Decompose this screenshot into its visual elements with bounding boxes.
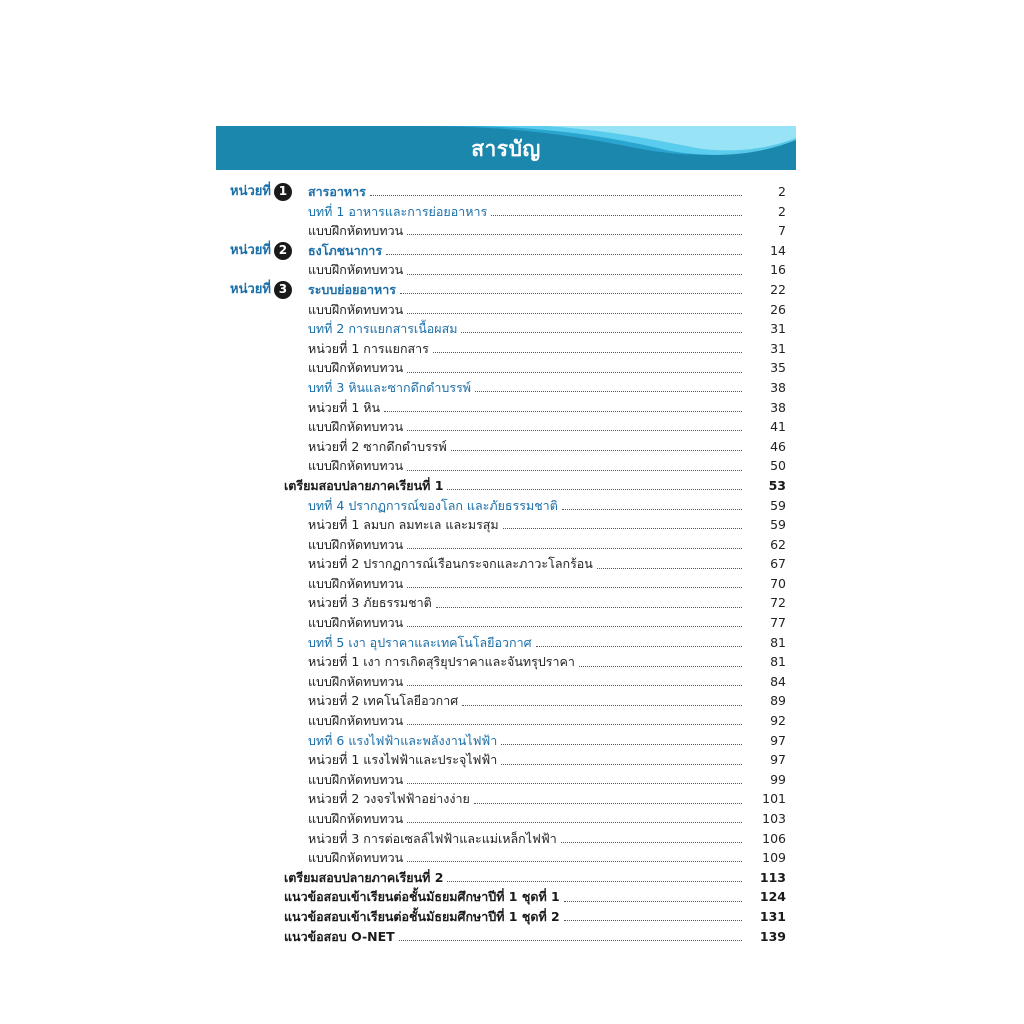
- toc-entry-page: 97: [770, 732, 786, 748]
- toc-entry-title: แบบฝึกหัดทบทวน: [308, 419, 404, 435]
- toc-row: [0, 378, 1024, 398]
- toc-row: [0, 613, 1024, 633]
- toc-entry[interactable]: [308, 221, 786, 241]
- toc-entry-title: ธงโภชนาการ: [308, 242, 383, 258]
- unit-number-badge: 2: [274, 242, 292, 260]
- toc-row: [0, 672, 1024, 692]
- toc-entry[interactable]: [308, 574, 786, 594]
- toc-entry-page: 22: [770, 281, 786, 297]
- toc-entry-title: หน่วยที่ 1 แรงไฟฟ้าและประจุไฟฟ้า: [308, 752, 498, 768]
- toc-row: [0, 221, 1024, 241]
- toc-row: [0, 770, 1024, 790]
- toc-row: [0, 691, 1024, 711]
- toc-entry-title: สารอาหาร: [308, 184, 366, 199]
- dot-leader: [461, 332, 742, 333]
- toc-entry-title: บทที่ 3 หินและซากดึกดำบรรพ์: [308, 379, 472, 395]
- toc-entry-page: 53: [768, 477, 786, 493]
- toc-entry[interactable]: [308, 633, 786, 653]
- toc-entry-title: แนวข้อสอบ O-NET: [284, 928, 395, 944]
- toc-entry-page: 139: [759, 928, 786, 944]
- toc-entry-page: 106: [762, 830, 786, 846]
- toc-row: [0, 554, 1024, 574]
- toc-entry[interactable]: [308, 496, 786, 516]
- toc-entry-page: 46: [770, 438, 786, 454]
- unit-tag: [230, 241, 292, 261]
- toc-entry-page: 81: [770, 654, 786, 670]
- unit-label: หน่วยที่: [230, 242, 271, 258]
- toc-entry[interactable]: [308, 437, 786, 457]
- toc-entry-page: 77: [770, 615, 786, 631]
- toc-entry[interactable]: [308, 515, 786, 535]
- toc-row: [0, 535, 1024, 555]
- dot-leader: [407, 313, 742, 314]
- toc-entry-page: 109: [762, 850, 786, 866]
- dot-leader: [407, 274, 742, 275]
- toc-row: [0, 927, 1024, 947]
- toc-entry-title: ระบบย่อยอาหาร: [308, 281, 396, 297]
- toc-entry-page: 92: [770, 713, 786, 729]
- toc-entry-page: 2: [778, 184, 786, 199]
- dot-leader: [564, 920, 742, 921]
- toc-entry-title: แบบฝึกหัดทบทวน: [308, 673, 404, 689]
- toc-row: [0, 300, 1024, 320]
- toc-entry[interactable]: [308, 535, 786, 555]
- toc-row: [0, 339, 1024, 359]
- toc-row: [0, 848, 1024, 868]
- toc-row: [0, 574, 1024, 594]
- toc-entry[interactable]: [284, 907, 786, 927]
- toc-row: [0, 731, 1024, 751]
- dot-leader: [451, 450, 742, 451]
- toc-row: [0, 358, 1024, 378]
- dot-leader: [562, 509, 742, 510]
- toc-entry[interactable]: [308, 770, 786, 790]
- dot-leader: [474, 803, 742, 804]
- toc-entry-page: 38: [770, 399, 786, 415]
- toc-row: [0, 496, 1024, 516]
- dot-leader: [370, 195, 742, 196]
- toc-entry-page: 124: [759, 889, 786, 905]
- dot-leader: [462, 705, 742, 706]
- toc-entry-title: บทที่ 2 การแยกสารเนื้อผสม: [308, 321, 458, 337]
- toc-entry[interactable]: [284, 927, 786, 947]
- toc-entry-page: 97: [770, 752, 786, 768]
- toc-entry-page: 67: [770, 556, 786, 572]
- toc-row: [0, 789, 1024, 809]
- toc-entry-title: หน่วยที่ 3 การต่อเซลล์ไฟฟ้าและแม่เหล็กไฟฟ้า: [308, 830, 557, 846]
- toc-row: [0, 280, 1024, 300]
- toc-entry-page: 70: [770, 575, 786, 591]
- toc-entry[interactable]: [308, 398, 786, 418]
- toc-entry[interactable]: [308, 554, 786, 574]
- toc-entry[interactable]: [308, 750, 786, 770]
- toc-entry-page: 72: [770, 595, 786, 611]
- unit-label: หน่วยที่: [230, 184, 271, 199]
- toc-entry[interactable]: [308, 378, 786, 398]
- toc-entry-page: 59: [770, 497, 786, 513]
- toc-entry-title: บทที่ 6 แรงไฟฟ้าและพลังงานไฟฟ้า: [308, 732, 498, 748]
- toc-entry-page: 89: [770, 693, 786, 709]
- toc-row: [0, 417, 1024, 437]
- toc-entry[interactable]: [308, 731, 786, 751]
- toc-entry-page: 84: [770, 673, 786, 689]
- toc-entry-title: แบบฝึกหัดทบทวน: [308, 615, 404, 631]
- toc-row: [0, 202, 1024, 222]
- toc-entry-title: บทที่ 1 อาหารและการย่อยอาหาร: [308, 203, 488, 219]
- dot-leader: [407, 861, 742, 862]
- toc-entry-page: 35: [770, 360, 786, 376]
- toc-entry-title: หน่วยที่ 1 หิน: [308, 399, 381, 415]
- unit-label: หน่วยที่: [230, 281, 271, 297]
- toc-entry-title: แบบฝึกหัดทบทวน: [308, 811, 404, 826]
- dot-leader: [436, 607, 742, 608]
- dot-leader: [491, 215, 742, 216]
- dot-leader: [400, 293, 742, 294]
- toc-entry-page: 2: [778, 203, 786, 219]
- toc-entry-title: หน่วยที่ 2 ซากดึกดำบรรพ์: [308, 438, 447, 454]
- unit-tag: [230, 280, 292, 300]
- dot-leader: [386, 254, 742, 255]
- dot-leader: [407, 372, 742, 373]
- dot-leader: [501, 764, 742, 765]
- toc-entry-page: 103: [762, 811, 786, 826]
- toc-row: [0, 907, 1024, 927]
- toc-entry-title: บทที่ 5 เงา อุปราคาและเทคโนโลยีอวกาศ: [308, 634, 532, 650]
- toc-row: [0, 809, 1024, 829]
- toc-entry[interactable]: [308, 260, 786, 280]
- toc-entry[interactable]: [308, 809, 786, 829]
- toc-entry[interactable]: [308, 417, 786, 437]
- dot-leader: [579, 666, 742, 667]
- toc-entry-page: 7: [778, 223, 786, 239]
- dot-leader: [447, 881, 742, 882]
- toc-row: [0, 868, 1024, 888]
- toc-entry-page: 50: [770, 458, 786, 474]
- toc-entry-page: 81: [770, 634, 786, 650]
- toc-row: [0, 319, 1024, 339]
- toc-row: [0, 398, 1024, 418]
- dot-leader: [407, 724, 742, 725]
- toc-entry[interactable]: [284, 476, 786, 496]
- toc-entry-page: 38: [770, 379, 786, 395]
- dot-leader: [399, 940, 742, 941]
- toc-entry-page: 31: [770, 340, 786, 356]
- toc-entry[interactable]: [308, 652, 786, 672]
- toc-entry-title: แบบฝึกหัดทบทวน: [308, 771, 404, 787]
- dot-leader: [407, 783, 742, 784]
- toc-entry-title: หน่วยที่ 1 การแยกสาร: [308, 340, 429, 356]
- page-title: สารบัญ: [471, 137, 541, 161]
- toc-entry[interactable]: [308, 711, 786, 731]
- toc-row: [0, 182, 1024, 202]
- toc-row: [0, 241, 1024, 261]
- toc-entry-title: หน่วยที่ 2 วงจรไฟฟ้าอย่างง่าย: [308, 791, 470, 807]
- toc-entry-title: แบบฝึกหัดทบทวน: [308, 262, 404, 278]
- unit-number-badge: 1: [274, 183, 292, 201]
- dot-leader: [597, 568, 742, 569]
- dot-leader: [407, 626, 742, 627]
- toc-entry-page: 59: [770, 517, 786, 533]
- toc-entry-title: แบบฝึกหัดทบทวน: [308, 850, 404, 866]
- toc-entry[interactable]: [308, 848, 786, 868]
- toc-entry-page: 99: [770, 771, 786, 787]
- dot-leader: [407, 685, 742, 686]
- dot-leader: [561, 842, 742, 843]
- toc-row: [0, 633, 1024, 653]
- toc-entry-title: แนวข้อสอบเข้าเรียนต่อชั้นมัธยมศึกษาปีที่ 1 ชุดที่ 1: [284, 889, 560, 905]
- toc-entry-page: 113: [759, 869, 786, 885]
- table-of-contents: [0, 182, 1024, 946]
- toc-entry-title: แบบฝึกหัดทบทวน: [308, 536, 404, 552]
- toc-row: [0, 887, 1024, 907]
- dot-leader: [447, 489, 742, 490]
- toc-entry-page: 16: [770, 262, 786, 278]
- toc-entry-page: 101: [762, 791, 786, 807]
- toc-entry-title: หน่วยที่ 2 ปรากฏการณ์เรือนกระจกและภาวะโลกร้อน: [308, 556, 593, 572]
- toc-entry-page: 14: [770, 242, 786, 258]
- toc-entry[interactable]: [308, 672, 786, 692]
- dot-leader: [501, 744, 742, 745]
- toc-entry-title: เตรียมสอบปลายภาคเรียนที่ 1: [284, 477, 444, 493]
- toc-entry[interactable]: [308, 319, 786, 339]
- toc-row: [0, 652, 1024, 672]
- toc-entry-title: แบบฝึกหัดทบทวน: [308, 458, 404, 474]
- toc-entry[interactable]: [308, 202, 786, 222]
- dot-leader: [503, 528, 742, 529]
- dot-leader: [433, 352, 742, 353]
- toc-entry[interactable]: [308, 300, 786, 320]
- toc-entry[interactable]: [308, 613, 786, 633]
- toc-entry[interactable]: [308, 829, 786, 849]
- toc-entry[interactable]: [308, 593, 786, 613]
- toc-entry[interactable]: [308, 456, 786, 476]
- toc-entry-title: หน่วยที่ 2 เทคโนโลยีอวกาศ: [308, 693, 459, 709]
- dot-leader: [407, 430, 742, 431]
- toc-entry-title: หน่วยที่ 3 ภัยธรรมชาติ: [308, 595, 432, 611]
- toc-entry-title: หน่วยที่ 1 ลมบก ลมทะเล และมรสุม: [308, 517, 499, 533]
- dot-leader: [407, 470, 742, 471]
- dot-leader: [407, 587, 742, 588]
- toc-entry[interactable]: [308, 339, 786, 359]
- toc-entry-title: แนวข้อสอบเข้าเรียนต่อชั้นมัธยมศึกษาปีที่ 1 ชุดที่ 2: [284, 908, 560, 924]
- toc-entry-title: แบบฝึกหัดทบทวน: [308, 223, 404, 239]
- dot-leader: [407, 822, 742, 823]
- dot-leader: [475, 391, 742, 392]
- toc-entry[interactable]: [308, 182, 786, 202]
- toc-entry[interactable]: [308, 280, 786, 300]
- toc-entry-page: 62: [770, 536, 786, 552]
- dot-leader: [407, 234, 742, 235]
- toc-entry-page: 31: [770, 321, 786, 337]
- toc-entry[interactable]: [284, 868, 786, 888]
- toc-entry[interactable]: [308, 691, 786, 711]
- dot-leader: [564, 901, 742, 902]
- unit-tag: [230, 182, 292, 202]
- unit-number-badge: 3: [274, 281, 292, 299]
- toc-entry[interactable]: [284, 887, 786, 907]
- toc-row: [0, 593, 1024, 613]
- dot-leader: [536, 646, 742, 647]
- toc-entry-page: 41: [770, 419, 786, 435]
- toc-entry-title: แบบฝึกหัดทบทวน: [308, 360, 404, 376]
- toc-row: [0, 750, 1024, 770]
- toc-entry-title: บทที่ 4 ปรากฏการณ์ของโลก และภัยธรรมชาติ: [308, 497, 558, 513]
- toc-entry[interactable]: [308, 789, 786, 809]
- toc-entry-title: เตรียมสอบปลายภาคเรียนที่ 2: [284, 869, 444, 885]
- toc-row: [0, 829, 1024, 849]
- toc-entry-title: แบบฝึกหัดทบทวน: [308, 713, 404, 729]
- toc-entry-title: แบบฝึกหัดทบทวน: [308, 301, 404, 317]
- toc-entry[interactable]: [308, 241, 786, 261]
- toc-row: [0, 456, 1024, 476]
- dot-leader: [407, 548, 742, 549]
- toc-entry[interactable]: [308, 358, 786, 378]
- toc-entry-title: แบบฝึกหัดทบทวน: [308, 575, 404, 591]
- toc-entry-title: หน่วยที่ 1 เงา การเกิดสุริยุปราคาและจันทรุปราคา: [308, 654, 575, 670]
- toc-header-banner: [216, 126, 796, 170]
- toc-entry-page: 131: [759, 908, 786, 924]
- toc-row: [0, 437, 1024, 457]
- toc-row: [0, 711, 1024, 731]
- toc-entry-page: 26: [770, 301, 786, 317]
- toc-row: [0, 260, 1024, 280]
- toc-row: [0, 476, 1024, 496]
- dot-leader: [384, 411, 742, 412]
- toc-row: [0, 515, 1024, 535]
